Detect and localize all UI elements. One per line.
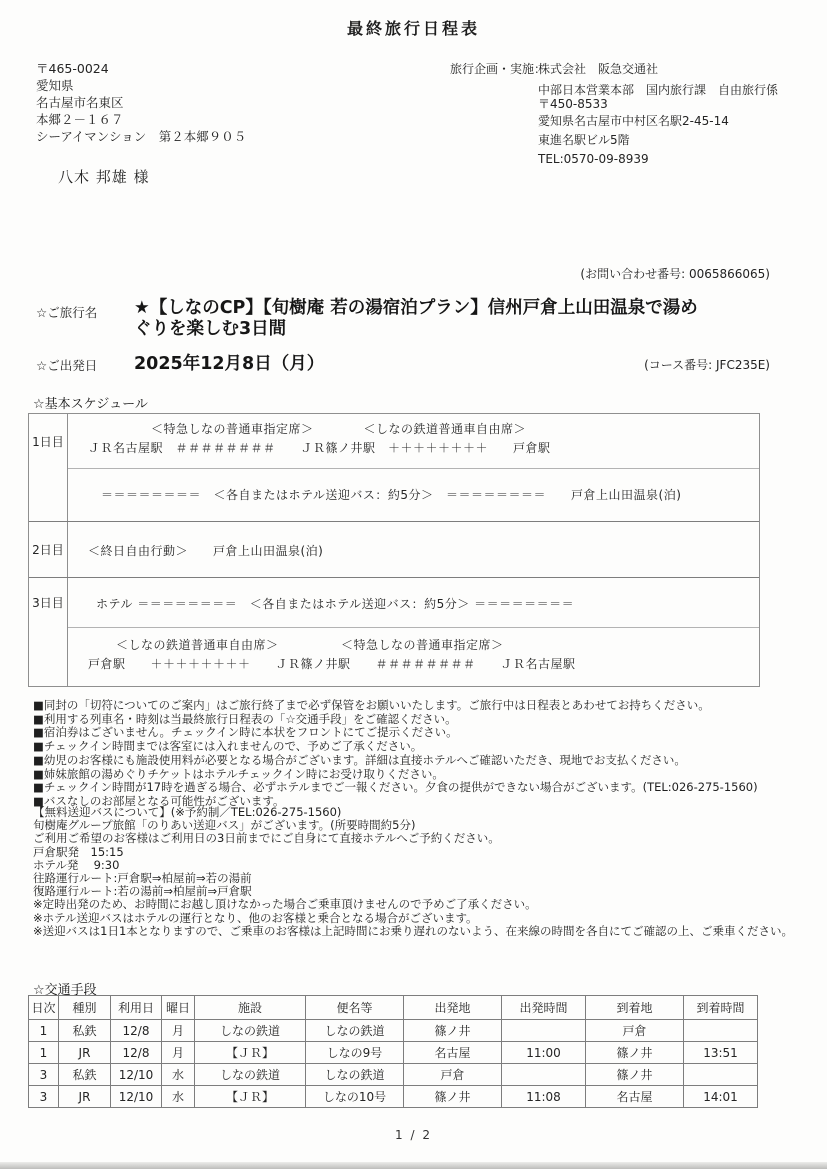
cell-destination: 戸倉 <box>586 1020 684 1042</box>
note-item: ■バスなしのお部屋となる可能性がございます。 <box>33 793 285 808</box>
agency-label: 旅行企画・実施： <box>450 62 547 76</box>
agency-division: 中部日本営業本部 国内旅行課 自由旅行係 <box>538 83 779 97</box>
cell-destination: 名古屋 <box>586 1086 684 1108</box>
day3-bus-line: ホテル ＝＝＝＝＝＝＝＝ ＜各自またはホテル送迎バス：約5分＞ ＝＝＝＝＝＝＝＝ <box>96 597 575 611</box>
note-item: ■宿泊券はございません。チェックイン時に本状をフロントにてご提示ください。 <box>33 725 458 740</box>
header-cell-arrival-time: 到着時間 <box>684 996 758 1020</box>
schedule-row-day1-bus <box>29 468 759 521</box>
cell-service: しなの9号 <box>306 1042 404 1064</box>
shuttle-bus-line: 旬樹庵グループ旅館「のりあい送迎バス」がございます。(所要時間約5分) <box>33 818 416 833</box>
note-item: ■利用する列車名・時刻は当最終旅行日程表の「☆交通手段」をご確認ください。 <box>33 711 457 726</box>
cell-arrival-time: 13:51 <box>684 1042 758 1064</box>
shuttle-bus-note: ※送迎バスは1日1本となりますので、ご乗車のお客様は上記時間にお乗り遅れのないよう、在来線の時間を各自にてご確認の上、ご乗車ください。 <box>33 923 794 938</box>
course-number: (コース番号: JFC235E) <box>644 358 770 372</box>
day3-route-line: 戸倉駅 ＋＋＋＋＋＋＋＋ ＪＲ篠ノ井駅 ＃＃＃＃＃＃＃＃ ＪＲ名古屋駅 <box>88 657 576 671</box>
cell-departure-time <box>502 1064 586 1086</box>
shuttle-bus-departure-station: 戸倉駅発 15:15 <box>33 844 124 859</box>
shuttle-bus-section <box>33 806 799 938</box>
header-cell-weekday: 曜日 <box>162 996 195 1020</box>
cell-arrival-time <box>684 1064 758 1086</box>
cell-day: 1 <box>29 1020 59 1042</box>
transport-header-row <box>29 996 758 1020</box>
day1-seat-classes-line: ＜特急しなの普通車指定席＞ ＜しなの鉄道普通車自由席＞ <box>151 422 527 436</box>
day3-label-empty <box>29 627 68 686</box>
agency-company: 株式会社 阪急交通社 <box>538 62 659 76</box>
cell-weekday: 月 <box>162 1020 195 1042</box>
day3-label: 3日目 <box>29 578 68 627</box>
cell-facility: 【ＪＲ】 <box>195 1042 306 1064</box>
cell-origin: 名古屋 <box>404 1042 502 1064</box>
shuttle-bus-departure-hotel: ホテル発 9:30 <box>33 857 120 872</box>
agency-phone: TEL:0570-09-8939 <box>538 152 649 166</box>
schedule-row-day3-trains <box>29 627 759 686</box>
trip-name: ★【しなのCP】【旬樹庵 若の湯宿泊プラン】信州戸倉上山田温泉で湯めぐりを楽しむ3日間 <box>134 298 698 339</box>
cell-date: 12/8 <box>111 1020 162 1042</box>
note-item: ■同封の「切符についてのご案内」はご旅行終了まで必ず保管をお願いいたします。ご旅行中は日程表とあわせてお持ちください。 <box>33 698 710 712</box>
basic-schedule-table <box>28 413 760 687</box>
header-cell-service: 便名等 <box>306 996 404 1020</box>
cell-facility: しなの鉄道 <box>195 1020 306 1042</box>
shuttle-bus-title: 【無料送迎バスについて】(※予約制／TEL:026-275-1560) <box>33 805 342 819</box>
transport-row <box>29 1042 758 1064</box>
page-number: 1 / 2 <box>395 1128 432 1142</box>
transport-row <box>29 1086 758 1108</box>
shuttle-bus-outbound-route: 往路運行ルート:戸倉駅⇒柏屋前⇒若の湯前 <box>33 871 252 886</box>
day2-label: 2日目 <box>29 522 68 577</box>
basic-schedule-label: ☆基本スケジュール <box>33 397 148 412</box>
shuttle-bus-note: ※定時出発のため、お時間にお越し頂けなかった場合ご乗車頂けませんので予めご了承ください。 <box>33 897 537 912</box>
header-cell-date: 利用日 <box>111 996 162 1020</box>
recipient-name: 八木 邦雄 様 <box>58 168 150 186</box>
cell-weekday: 水 <box>162 1064 195 1086</box>
cell-day: 1 <box>29 1042 59 1064</box>
header-cell-departure-time: 出発時間 <box>502 996 586 1020</box>
day3-seat-classes-line: ＜しなの鉄道普通車自由席＞ ＜特急しなの普通車指定席＞ <box>116 638 504 652</box>
cell-date: 12/10 <box>111 1064 162 1086</box>
cell-facility: 【ＪＲ】 <box>195 1086 306 1108</box>
cell-departure-time: 11:00 <box>502 1042 586 1064</box>
agency-postal-code: 〒450-8533 <box>538 97 608 111</box>
cell-service: しなの10号 <box>306 1086 404 1108</box>
transport-table <box>28 995 758 1108</box>
cell-facility: しなの鉄道 <box>195 1064 306 1086</box>
day1-label-empty <box>29 468 68 521</box>
recipient-building: シーアイマンション 第２本郷９０５ <box>36 129 247 144</box>
cell-service: しなの鉄道 <box>306 1064 404 1086</box>
day2-free-day-line: ＜終日自由行動＞ 戸倉上山田温泉(泊) <box>88 544 324 558</box>
cell-departure-time: 11:08 <box>502 1086 586 1108</box>
note-item: ■チェックイン時間までは客室には入れませんので、予めご了承ください。 <box>33 739 423 754</box>
transport-row <box>29 1020 758 1042</box>
trip-name-label: ☆ご旅行名 <box>36 305 98 320</box>
header-cell-origin: 出発地 <box>404 996 502 1020</box>
cell-date: 12/8 <box>111 1042 162 1064</box>
note-item: ■姉妹旅館の湯めぐりチケットはホテルチェックイン時にお受け取りください。 <box>33 766 444 781</box>
cell-type: 私鉄 <box>59 1064 111 1086</box>
cell-origin: 戸倉 <box>404 1064 502 1086</box>
header-cell-facility: 施設 <box>195 996 306 1020</box>
recipient-city: 名古屋市名東区 <box>36 95 124 110</box>
transport-section-label: ☆交通手段 <box>33 983 97 998</box>
note-item: ■チェックイン時間が17時を過ぎる場合、必ずホテルまでご一報ください。夕食の提供ができない場合がございます。(TEL:026-275-1560) <box>33 780 758 795</box>
header-cell-destination: 到着地 <box>586 996 684 1020</box>
cell-origin: 篠ノ井 <box>404 1020 502 1042</box>
schedule-row-day3-bus <box>29 577 759 627</box>
cell-departure-time <box>502 1020 586 1042</box>
recipient-prefecture: 愛知県 <box>36 78 74 93</box>
cell-type: JR <box>59 1086 111 1108</box>
recipient-address-block <box>36 60 246 145</box>
scan-edge <box>0 1162 827 1169</box>
recipient-postal-code: 〒465-0024 <box>36 61 109 76</box>
inquiry-number: (お問い合わせ番号: 0065866065) <box>580 267 770 281</box>
schedule-row-day1-trains <box>29 414 759 468</box>
cell-day: 3 <box>29 1086 59 1108</box>
cell-type: 私鉄 <box>59 1020 111 1042</box>
agency-building: 東進名駅ビル5階 <box>538 133 630 147</box>
cell-date: 12/10 <box>111 1086 162 1108</box>
cell-weekday: 月 <box>162 1042 195 1064</box>
day1-label: 1日目 <box>29 414 68 468</box>
cell-weekday: 水 <box>162 1086 195 1108</box>
shuttle-bus-return-route: 復路運行ルート:若の湯前⇒柏屋前⇒戸倉駅 <box>33 884 252 899</box>
header-cell-day: 日次 <box>29 996 59 1020</box>
cell-day: 3 <box>29 1064 59 1086</box>
departure-date: 2025年12月8日（月） <box>134 354 325 374</box>
agency-block <box>450 60 793 169</box>
cell-arrival-time <box>684 1020 758 1042</box>
cell-origin: 篠ノ井 <box>404 1086 502 1108</box>
day1-route-line: ＪＲ名古屋駅 ＃＃＃＃＃＃＃＃ ＪＲ篠ノ井駅 ＋＋＋＋＋＋＋＋ 戸倉駅 <box>88 441 551 455</box>
agency-address: 愛知県名古屋市中村区名駅2-45-14 <box>538 114 729 128</box>
transport-row <box>29 1064 758 1086</box>
note-item: ■幼児のお客様にも施設使用料が必要となる場合がございます。詳細は直接ホテルへご確認いただき、現地でお支払ください。 <box>33 752 686 767</box>
header-cell-type: 種別 <box>59 996 111 1020</box>
shuttle-bus-note: ※ホテル送迎バスはホテルの運行となり、他のお客様と乗合となる場合がございます。 <box>33 910 478 925</box>
cell-type: JR <box>59 1042 111 1064</box>
recipient-street: 本郷２－１６７ <box>36 112 124 127</box>
page-title: 最終旅行日程表 <box>346 19 480 38</box>
departure-date-label: ☆ご出発日 <box>36 358 98 373</box>
cell-service: しなの鉄道 <box>306 1020 404 1042</box>
shuttle-bus-line: ご利用ご希望のお客様はご利用日の3日前までにご自身にて直接ホテルへご予約ください。 <box>33 831 500 846</box>
cell-destination: 篠ノ井 <box>586 1064 684 1086</box>
cell-arrival-time: 14:01 <box>684 1086 758 1108</box>
schedule-row-day2 <box>29 521 759 577</box>
day1-bus-line: ＝＝＝＝＝＝＝＝ ＜各自またはホテル送迎バス：約5分＞ ＝＝＝＝＝＝＝＝ 戸倉上山田温泉(泊) <box>101 488 682 502</box>
general-notes-list <box>33 699 797 809</box>
cell-destination: 篠ノ井 <box>586 1042 684 1064</box>
